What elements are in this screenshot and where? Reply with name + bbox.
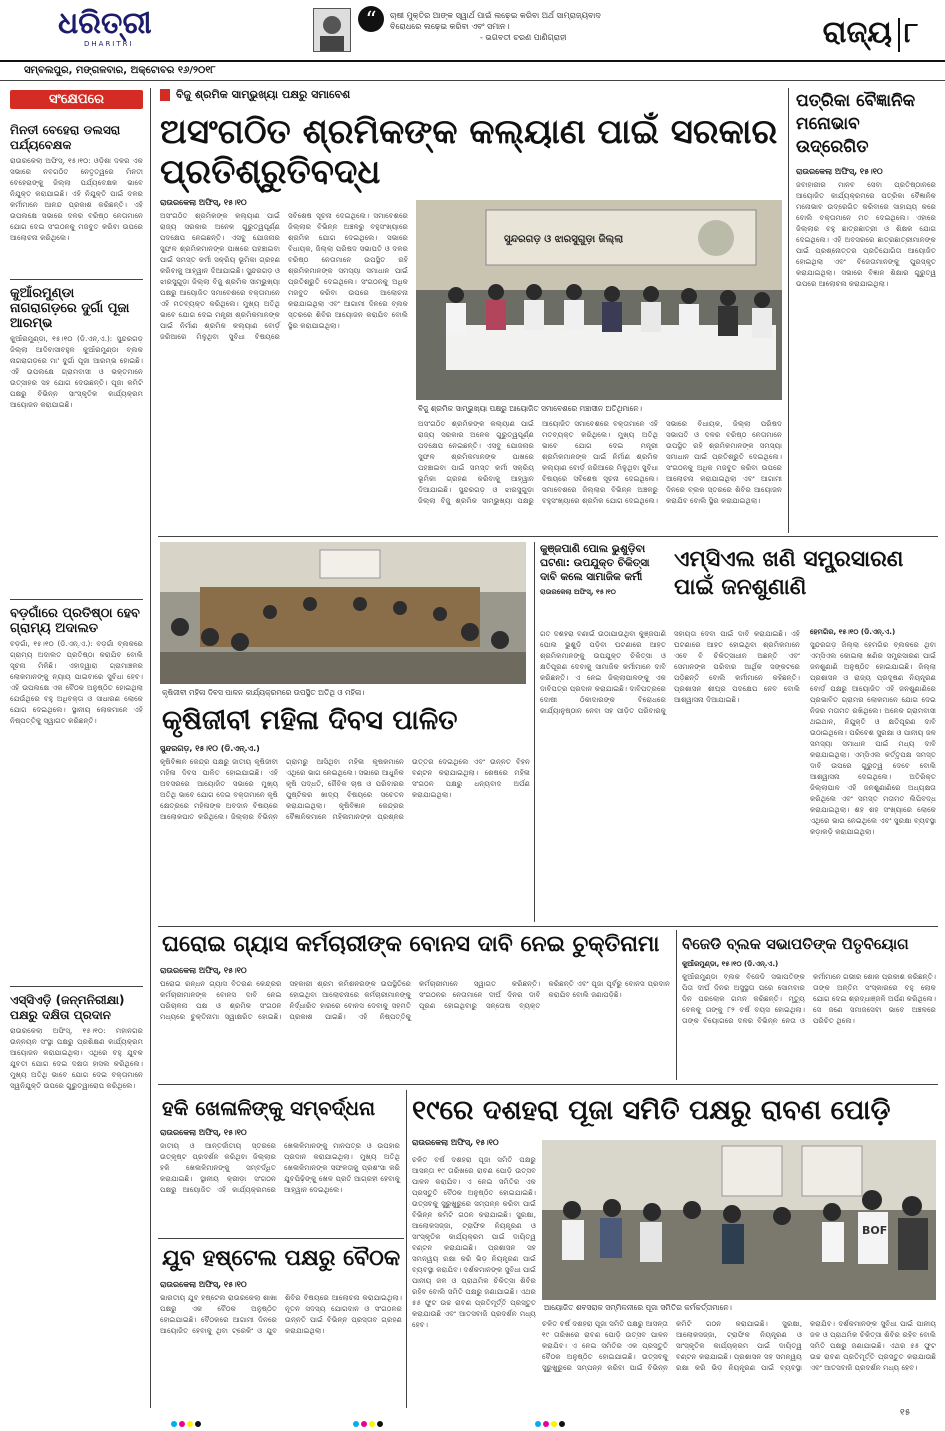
lead-kicker-box (160, 89, 170, 101)
dussehra-photo-caption: ଆୟୋଜିତ ଶବସରାକ ସମ୍ମିଳନୀରେ ପୂଜା ସମିତିର କର୍ମକର୍ତ୍ତାମାନେ। (544, 1303, 732, 1312)
hockey-body: ଜାତୀୟ ଓ ଆନ୍ତର୍ଜାତୀୟ ସ୍ତରରେ ଉତ୍କୃଷ୍ଟ ପ୍ରଦର୍ଶନ କରିଥିବା ଜିଲ୍ଲାର ହକି ଖେଳାଳିମାନଙ୍କୁ ସମ୍ବର୍ଦ୍ଧିତ କରାଯାଇଛି। ସ୍ଥାନୀୟ କ୍ରୀଡ଼ା ସଂଗଠନ ପକ୍ଷରୁ ଆୟୋଜିତ ଏହି କାର୍ଯ୍ୟକ୍ରମରେ ଖେଳାଳିମାନଙ୍କୁ ମାନପତ୍ର ଓ ଉପହାର ପ୍ରଦାନ କରାଯାଇଥିଲା। ମୁଖ୍ୟ ଅତିଥି ଖେଳାଳିମାନଙ୍କ ସଫଳତାକୁ ପ୍ରଶଂସା କରି ଯୁବପିଢ଼ିଙ୍କୁ ଖେଳ ପ୍ରତି ଆଗ୍ରହୀ ହେବାକୁ ଆହ୍ୱାନ ଦେଇଥିଲେ। (160, 1141, 400, 1194)
logo (58, 8, 168, 52)
lead-body: ଅସଂଗଠିତ ଶ୍ରମିକଙ୍କ କଲ୍ୟାଣ ପାଇଁ ରାଜ୍ୟ ସରକାର ଅନେକ ଗୁରୁତ୍ୱପୂର୍ଣ୍ଣ ପଦକ୍ଷେପ ନେଇଛନ୍ତି। ଏସବୁ ଯୋଜନାର ସୁଫଳ ଶ୍ରମିକମାନଙ୍କ ପାଖରେ ପହଞ୍ଚାଇବା ପାଇଁ ସମସ୍ତ କର୍ମୀ ସକ୍ରିୟ ଭୂମିକା ଗ୍ରହଣ କରିବାକୁ ଆହ୍ୱାନ ଦିଆଯାଇଛି। ସୁନ୍ଦରଗଡ଼ ଓ ଝାରସୁଗୁଡ଼ା ଜିଲ୍ଲା ବିଜୁ ଶ୍ରମିକ ସାମ୍ଭୁଖ୍ୟା ପକ୍ଷରୁ ଆୟୋଜିତ ସମାବେଶରେ ବକ୍ତାମାନେ ଏହି ମତବ୍ୟକ୍ତ କରିଥିଲେ। ମୁଖ୍ୟ ଅତିଥି ଭାବେ ଯୋଗ ଦେଇ ମନ୍ତ୍ରୀ ଶ୍ରମିକମାନଙ୍କ ପାଇଁ ନିର୍ମାଣ ଶ୍ରମିକ କଲ୍ୟାଣ ବୋର୍ଡ଼ ଜରିଆରେ ମିଳୁଥିବା ସୁବିଧା ବିଷୟରେ ସବିଶେଷ ସୂଚନା ଦେଇଥିଲେ। ସମାବେଶରେ ଜିଲ୍ଲାର ବିଭିନ୍ନ ଅଞ୍ଚଳରୁ ବହୁସଂଖ୍ୟାରେ ଶ୍ରମିକ ଯୋଗ ଦେଇଥିଲେ। ସଭାରେ ବିଧାୟକ, ଜିଲ୍ଲା ପରିଷଦ ସଭାପତି ଓ ଦଳର ବରିଷ୍ଠ ନେତାମାନେ ଉପସ୍ଥିତ ରହି ଶ୍ରମିକମାନଙ୍କ ସମସ୍ୟା ସମାଧାନ ପାଇଁ ପ୍ରତିଶ୍ରୁତି ଦେଇଥିଲେ। ସଂଗଠନକୁ ଅଧିକ ମଜବୁତ କରିବା ଉପରେ ଆଲୋଚନା କରାଯାଇଥିଲା ଏବଂ ଆଗାମୀ ଦିନରେ ବ୍ଲକ ସ୍ତରରେ ଶିବିର ଆୟୋଜନ କରାଯିବ ବୋଲି ସ୍ଥିର କରାଯାଇଥିଲା। (160, 211, 408, 341)
column-rule (676, 930, 677, 1080)
mcl-body: ସୁନ୍ଦରଗଡ଼ ଜିଲ୍ଲା ହେମଗିର ବ୍ଲକରେ ଥିବା ଏମ୍‌ସିଏଲ କୋଇଲା ଖଣିର ସମ୍ପ୍ରସାରଣ ପାଇଁ ଜନଶୁଣାଣି ଅନୁଷ୍ଠିତ ହୋଇଯାଇଛି। ଜିଲ୍ଲା ପ୍ରଶାସନ ଓ ରାଜ୍ୟ ପ୍ରଦୂଷଣ ନିୟନ୍ତ୍ରଣ ବୋର୍ଡ଼ ପକ୍ଷରୁ ଆୟୋଜିତ ଏହି ଜନଶୁଣାଣିରେ ପ୍ରଭାବିତ ଗ୍ରାମର ଲୋକମାନେ ଯୋଗ ଦେଇ ନିଜର ମତାମତ ରଖିଥିଲେ। ଅନେକ ଗ୍ରାମବାସୀ ଥଇଥାନ, ନିଯୁକ୍ତି ଓ କ୍ଷତିପୂରଣ ଦାବି ଉଠାଇଥିଲେ। ପରିବେଶ ସୁରକ୍ଷା ଓ ପାନୀୟ ଜଳ ସମସ୍ୟା ସମାଧାନ ପାଇଁ ମଧ୍ୟ ଦାବି କରାଯାଇଥିଲା। ଏମ୍‌ସିଏଲ କର୍ତ୍ତୃପକ୍ଷ ସମସ୍ତ ଦାବି ଉପରେ ଗୁରୁତ୍ୱ ଦେବେ ବୋଲି ଆଶ୍ୱାସନା ଦେଇଥିଲେ। ଅତିରିକ୍ତ ଜିଲ୍ଲାପାଳ ଏହି ଜନଶୁଣାଣିରେ ଅଧ୍ୟକ୍ଷତା କରିଥିଲେ ଏବଂ ସମସ୍ତ ମତାମତ ଲିପିବଦ୍ଧ କରାଯାଇଥିଲା। ଶହ ଶହ ସଂଖ୍ୟାରେ ଲୋକେ ଏଥିରେ ଭାଗ ନେଇଥିଲେ ଏବଂ ସୁରକ୍ଷା ବ୍ୟବସ୍ଥା କଡ଼ାକଡ଼ି କରାଯାଇଥିଲା। (810, 640, 936, 836)
page-number: ୮ (904, 16, 919, 49)
section-rule (158, 1084, 938, 1085)
brief-item-2 (10, 286, 143, 599)
brief-body: ବଡ଼ଗାଁ, ୧୫।୧୦ (ଡି.ଏନ୍.ଏ.): ବଡ଼ଗାଁ ବ୍ଲକରେ ଗ୍ରାମ୍ୟ ଅଦାଲତ ପ୍ରତିଷ୍ଠା କରାଯିବ ବୋଲି ସୂଚନା ମିଳିଛି। ଏହାଦ୍ୱାରା ଗ୍ରାମାଞ୍ଚଳର ଲୋକମାନଙ୍କୁ ନ୍ୟାୟ ପାଇବାରେ ସୁବିଧା ହେବ। ଏହି ଉପଲକ୍ଷେ ଏକ ବୈଠକ ଅନୁଷ୍ଠିତ ହୋଇଥିଲା ଯେଉଁଥିରେ ବହୁ ଅଧିବକ୍ତା ଓ ସାଧାରଣ ଲୋକେ ଯୋଗ ଦେଇଥିଲେ। ସ୍ଥାନୀୟ ଲୋକମାନେ ଏହି ନିଷ୍ପତ୍ତିକୁ ସ୍ୱାଗତ କରିଛନ୍ତି। (10, 639, 143, 725)
photo-banner-text: ସୁନ୍ଦରଗଡ଼ ଓ ଝାରସୁଗୁଡ଼ା ଜିଲ୍ଲା (504, 234, 624, 245)
youth-body: ଭାରତୀୟ ଯୁବ ହଷ୍ଟେଲ ରାଉରକେଲା ଶାଖା ପକ୍ଷରୁ ଏକ ବୈଠକ ଅନୁଷ୍ଠିତ ହୋଇଯାଇଛି। ବୈଠକରେ ଆଗାମୀ ଦିନରେ ଆୟୋଜିତ ହେବାକୁ ଥିବା ଟ୍ରେକିଂ ଓ ଯୁବ ଶିବିର ବିଷୟରେ ଆଲୋଚନା କରାଯାଇଥିଲା। ନୂତନ ସଦସ୍ୟ ଯୋଗଦାନ ଓ ସଂଗଠନର ଉନ୍ନତି ପାଇଁ ବିଭିନ୍ନ ପ୍ରସ୍ତାବ ଗ୍ରହଣ କରାଯାଇଥିଲା। (160, 1293, 402, 1335)
lead-story (160, 198, 408, 530)
brief-title: କୁଆଁରମୁଣ୍ଡା ନାଗରାଗଡ଼ରେ ଦୁର୍ଗା ପୂଜା ଆରମ୍ଭ (10, 286, 130, 331)
youth-story (160, 1280, 402, 1406)
color-registration-marks (170, 1412, 770, 1422)
masthead-rule (0, 60, 945, 62)
kisan-body: କୃଷିବିଜ୍ଞାନ କେନ୍ଦ୍ର ପକ୍ଷରୁ ଜାତୀୟ କୃଷିଜୀବୀ ମହିଳା ଦିବସ ପାଳିତ ହୋଇଯାଇଛି। ଏହି ଅବସରରେ ଆୟୋଜିତ ସଭାରେ ମୁଖ୍ୟ ଅତିଥି ଭାବେ ଯୋଗ ଦେଇ ବକ୍ତାମାନେ କୃଷି କ୍ଷେତ୍ରରେ ମହିଳାଙ୍କ ଅବଦାନ ବିଷୟରେ ଆଲୋକପାତ କରିଥିଲେ। ଜିଲ୍ଲାର ବିଭିନ୍ନ ଗ୍ରାମରୁ ଆସିଥିବା ମହିଳା କୃଷକମାନେ ଏଥିରେ ଭାଗ ନେଇଥିଲେ। ସଭାରେ ଆଧୁନିକ କୃଷି ପଦ୍ଧତି, ଜୈବିକ ଚାଷ ଓ ପରିବାରର ପୁଷ୍ଟିକର ଖାଦ୍ୟ ବିଷୟରେ ସଚେତନ କରାଯାଇଥିଲା। କୃଷିବିଜ୍ଞାନ କେନ୍ଦ୍ରର ବୈଜ୍ଞାନିକମାନେ ମହିଳାମାନଙ୍କ ପ୍ରଶ୍ନର ଉତ୍ତର ଦେଇଥିଲେ ଏବଂ ଉନ୍ନତ ବିହନ ବଣ୍ଟନ କରାଯାଇଥିଲା। ଶେଷରେ ମହିଳା ସଂଗଠନ ପକ୍ଷରୁ ଧନ୍ୟବାଦ ଅର୍ପଣ କରାଯାଇଥିଲା। (160, 757, 530, 821)
gas-headline: ଘରୋଇ ଗ୍ୟାସ କର୍ମଚାରୀଙ୍କ ବୋନସ ଦାବି ନେଇ ଚୁକ୍ତିନାମା (162, 932, 660, 957)
science-headline: ପତ୍ରିକା ବୈଜ୍ଞାନିକ ମନୋଭାବ ଉଦ୍ରେଗିତ (796, 91, 916, 157)
dussehra-photo (542, 1140, 936, 1300)
brief-divider (10, 279, 143, 280)
masthead (0, 0, 945, 82)
kisan-story (160, 744, 530, 920)
section-rule (158, 1238, 404, 1239)
kunjapani-headline: କୁଞ୍ଜପାଣି ପୋଲ ଭୁଶୁଡ଼ିବା ଘଟଣା: ଉପଯୁକ୍ତ ଚିକିତ୍ସା ଦାବି କଲେ ସାମାଜିକ କର୍ମୀ (540, 543, 650, 583)
shirt-text: BOF (862, 1224, 888, 1237)
footer-page-label: ୧୫ (900, 1408, 911, 1418)
kisan-dateline: ସୁନ୍ଦରଗଡ଼, ୧୫।୧୦ (ଡି.ଏନ୍.ଏ.) (160, 744, 260, 753)
registration-dot (559, 1421, 565, 1427)
quote-author: - ଭଗବତୀ ଚରଣ ପାଣିଗ୍ରାହୀ (480, 33, 567, 42)
logo-latin: DHARITRI (84, 40, 134, 48)
masthead-quote (390, 10, 730, 43)
brief-divider (10, 599, 143, 600)
mcl-story (810, 628, 936, 920)
kisan-photo (160, 542, 526, 684)
registration-dot (187, 1421, 193, 1427)
science-story (796, 90, 936, 532)
youth-dateline: ରାଉରକେଲା ଅଫିସ୍, ୧୫।୧୦ (160, 1280, 247, 1289)
registration-dot (353, 1421, 359, 1427)
kunjapani-dateline: ରାଉରକେଲା ଅଫିସ୍, ୧୫।୧୦ (540, 588, 616, 596)
dussehra-dateline: ରାଉରକେଲା ଅଫିସ୍, ୧୫।୧୦ (412, 1138, 499, 1147)
masthead-rule-2 (0, 80, 945, 81)
column-rule (150, 88, 151, 1408)
science-body: ଜବାହାରୀର ମାନବ ସେବା ପ୍ରତିଷ୍ଠାନରେ ଆୟୋଜିତ କାର୍ଯ୍ୟକ୍ରମରେ ପତ୍ରିକା ବୈଜ୍ଞାନିକ ମନୋଭାବ ଉଦ୍ରେଗିତ କରିବାରେ ସାହାଯ୍ୟ କରେ ବୋଲି ବକ୍ତାମାନେ ମତ ଦେଇଥିଲେ। ଏହାରେ ଜିଲ୍ଲାର ବହୁ ଛାତ୍ରଛାତ୍ରୀ ଓ ଶିକ୍ଷକ ଯୋଗ ଦେଇଥିଲେ। ଏହି ଅବସରରେ ଛାତ୍ରଛାତ୍ରୀମାନଙ୍କ ପାଇଁ ପ୍ରଶ୍ନୋତ୍ତର ପ୍ରତିଯୋଗିତା ଆୟୋଜିତ ହୋଇଥିଲା ଏବଂ ବିଜେତାମାନଙ୍କୁ ପୁରସ୍କୃତ କରାଯାଇଥିଲା। ସଭାରେ ବିଜ୍ଞାନ ଶିକ୍ଷାର ଗୁରୁତ୍ୱ ଉପରେ ଆଲୋଚନା କରାଯାଇଥିଲା। (796, 180, 936, 288)
mcl-dateline: ହେମଗିର, ୧୫।୧୦ (ଡି.ଏନ୍.ଏ.) (810, 628, 896, 636)
meeting-photo-svg (160, 542, 526, 684)
gas-story (160, 966, 670, 1078)
gas-body: ଘରୋଇ ରନ୍ଧନ ଗ୍ୟାସ ବିତରଣ କେନ୍ଦ୍ରର କର୍ମଚାରୀମାନଙ୍କ ବୋନସ ଦାବି ନେଇ ପରିଚାଳନା ପକ୍ଷ ଓ ଶ୍ରମିକ ସଂଗଠନ ମଧ୍ୟରେ ଚୁକ୍ତିନାମା ସ୍ୱାକ୍ଷରିତ ହୋଇଛି। ସହକାରୀ ଶ୍ରମ କମିଶନରଙ୍କ ଉପସ୍ଥିତିରେ ହୋଇଥିବା ଆଲୋଚନାରେ କର୍ମଚାରୀମାନଙ୍କୁ ନିର୍ଦ୍ଧାରିତ ହାରରେ ବୋନସ ଦେବାକୁ ସହମତି ପ୍ରକାଶ ପାଇଛି। ଏହି ନିଷ୍ପତ୍ତିକୁ କର୍ମଚାରୀମାନେ ସ୍ୱାଗତ କରିଛନ୍ତି। ସଂଗଠନର ନେତାମାନେ ଦୀର୍ଘ ଦିନର ଦାବି ପୂରଣ ହୋଇଥିବାରୁ ସନ୍ତୋଷ ବ୍ୟକ୍ତ କରିଛନ୍ତି ଏବଂ ପୂଜା ପୂର୍ବରୁ ବୋନସ ପ୍ରଦାନ କରାଯିବ ବୋଲି ଜଣାପଡ଼ିଛି। (160, 979, 670, 1021)
lead-headline: ଅସଂଗଠିତ ଶ୍ରମିକଙ୍କ କଲ୍ୟାଣ ପାଇଁ ସରକାର ପ୍ରତିଶ୍ରୁତିବଦ୍ଧ (160, 112, 778, 192)
brief-item-4 (10, 993, 143, 1365)
section-rule (158, 536, 938, 537)
section-divider (898, 18, 900, 52)
section-rule (158, 926, 938, 927)
registration-dot (369, 1421, 375, 1427)
section-title: ରାଜ୍ୟ (822, 15, 892, 50)
registration-dot (195, 1421, 201, 1427)
lead-body-continued: ଅସଂଗଠିତ ଶ୍ରମିକଙ୍କ କଲ୍ୟାଣ ପାଇଁ ରାଜ୍ୟ ସରକାର ଅନେକ ଗୁରୁତ୍ୱପୂର୍ଣ୍ଣ ପଦକ୍ଷେପ ନେଇଛନ୍ତି। ଏସବୁ ଯୋଜନାର ସୁଫଳ ଶ୍ରମିକମାନଙ୍କ ପାଖରେ ପହଞ୍ଚାଇବା ପାଇଁ ସମସ୍ତ କର୍ମୀ ସକ୍ରିୟ ଭୂମିକା ଗ୍ରହଣ କରିବାକୁ ଆହ୍ୱାନ ଦିଆଯାଇଛି। ସୁନ୍ଦରଗଡ଼ ଓ ଝାରସୁଗୁଡ଼ା ଜିଲ୍ଲା ବିଜୁ ଶ୍ରମିକ ସାମ୍ଭୁଖ୍ୟା ପକ୍ଷରୁ ଆୟୋଜିତ ସମାବେଶରେ ବକ୍ତାମାନେ ଏହି ମତବ୍ୟକ୍ତ କରିଥିଲେ। ମୁଖ୍ୟ ଅତିଥି ଭାବେ ଯୋଗ ଦେଇ ମନ୍ତ୍ରୀ ଶ୍ରମିକମାନଙ୍କ ପାଇଁ ନିର୍ମାଣ ଶ୍ରମିକ କଲ୍ୟାଣ ବୋର୍ଡ଼ ଜରିଆରେ ମିଳୁଥିବା ସୁବିଧା ବିଷୟରେ ସବିଶେଷ ସୂଚନା ଦେଇଥିଲେ। ସମାବେଶରେ ଜିଲ୍ଲାର ବିଭିନ୍ନ ଅଞ୍ଚଳରୁ ବହୁସଂଖ୍ୟାରେ ଶ୍ରମିକ ଯୋଗ ଦେଇଥିଲେ। ସଭାରେ ବିଧାୟକ, ଜିଲ୍ଲା ପରିଷଦ ସଭାପତି ଓ ଦଳର ବରିଷ୍ଠ ନେତାମାନେ ଉପସ୍ଥିତ ରହି ଶ୍ରମିକମାନଙ୍କ ସମସ୍ୟା ସମାଧାନ ପାଇଁ ପ୍ରତିଶ୍ରୁତି ଦେଇଥିଲେ। ସଂଗଠନକୁ ଅଧିକ ମଜବୁତ କରିବା ଉପରେ ଆଲୋଚନା କରାଯାଇଥିଲା ଏବଂ ଆଗାମୀ ଦିନରେ ବ୍ଲକ ସ୍ତରରେ ଶିବିର ଆୟୋଜନ କରାଯିବ ବୋଲି ସ୍ଥିର କରାଯାଇଥିଲା। (418, 419, 782, 505)
column-rule (406, 1090, 407, 1408)
brief-item-1 (10, 123, 143, 279)
kunjapani-body: ଗତ ଦଶହରା ବଣାଇଁ ଉଠାଯାଉଥିବା କୁଞ୍ଜପାଣି ପୋଲ ଭୁଶୁଡ଼ି ପଡ଼ିବା ଘଟଣାରେ ଆହତ ଶ୍ରମିକମାନଙ୍କୁ ଉପଯୁକ୍ତ ଚିକିତ୍ସା ଓ କ୍ଷତିପୂରଣ ଦେବାକୁ ସାମାଜିକ କର୍ମୀମାନେ ଦାବି କରିଛନ୍ତି। ଏ ନେଇ ଜିଲ୍ଲାପାଳଙ୍କୁ ଏକ ଦାବିପତ୍ର ପ୍ରଦାନ କରାଯାଇଛି। ଦାବିପତ୍ରରେ ଦୋଷୀ ଠିକାଦାରଙ୍କ ବିରୋଧରେ କାର୍ଯ୍ୟାନୁଷ୍ଠାନ ନେବା ସହ ପୀଡ଼ିତ ପରିବାରକୁ ସହାୟତା ଦେବା ପାଇଁ ଦାବି କରାଯାଇଛି। ଏହି ଘଟଣାରେ ଆହତ ହୋଇଥିବା ଶ୍ରମିକମାନେ ଏବେ ବି ଚିକିତ୍ସାଧୀନ ଅଛନ୍ତି ଏବଂ ସେମାନଙ୍କ ପରିବାର ଆର୍ଥିକ ସଙ୍କଟରେ ପଡ଼ିଛନ୍ତି ବୋଲି କର୍ମୀମାନେ କହିଛନ୍ତି। ପ୍ରଶାସନ ଶୀଘ୍ର ପଦକ୍ଷେପ ନେବ ବୋଲି ଆଶ୍ୱାସନା ଦିଆଯାଇଛି। (540, 629, 800, 715)
lead-dateline: ରାଉରକେଲା ଅଫିସ୍, ୧୫।୧୦ (160, 198, 247, 207)
column-rule (788, 88, 789, 533)
registration-dot (179, 1421, 185, 1427)
registration-dot (543, 1421, 549, 1427)
hockey-dateline: ରାଉରକେଲା ଅଫିସ୍, ୧୫।୧୦ (160, 1128, 247, 1137)
quote-mark-icon: “ (358, 6, 384, 32)
dateline: ସମ୍ବଲପୁର, ମଙ୍ଗଳବାର, ଅକ୍ଟୋବର ୧୬/୨୦୧୮ (24, 65, 216, 76)
brief-title: ମିନତୀ ବେହେରା ଡଲସରା ପର୍ଯ୍ୟବେକ୍ଷକ (10, 123, 121, 152)
kisan-photo-caption: କୃଷିଜୀବୀ ମହିଳା ଦିବସ ପାଳନ କାର୍ଯ୍ୟକ୍ରମରେ ଉପସ୍ଥିତ ଅତିଥି ଓ ମହିଳା। (162, 688, 365, 697)
portrait (313, 8, 351, 52)
registration-dot (535, 1421, 541, 1427)
quote-line-1: ଚାଷୀ ମୁକ୍ତିର ଆଙ୍କ ସ୍ୱାର୍ଥ ପାଇଁ ଲଢ଼େଇ କରିବା ଅର୍ଥ ସାମ୍ରାଜ୍ୟବାଦ (390, 11, 601, 20)
registration-dot (377, 1421, 383, 1427)
bjd-body: କୁଆଁରମୁଣ୍ଡା ବ୍ଲକ ବିଜେଡି ସଭାପତିଙ୍କ ପିତା ଦୀର୍ଘ ଦିନର ଅସୁସ୍ଥତା ପରେ ସୋମବାର ଦିନ ପରଲୋକ ଗମନ କରିଛନ୍ତି। ମୃତ୍ୟୁ ବେଳକୁ ତାଙ୍କୁ ୮୨ ବର୍ଷ ବୟସ ହୋଇଥିଲା। ତାଙ୍କ ବିୟୋଗରେ ଦଳର ବିଭିନ୍ନ ନେତା ଓ କର୍ମୀମାନେ ଗଭୀର ଶୋକ ପ୍ରକାଶ କରିଛନ୍ତି। ତାଙ୍କ ଅନ୍ତିମ ସଂସ୍କାରରେ ବହୁ ଲୋକ ଯୋଗ ଦେଇ ଶ୍ରଦ୍ଧାଞ୍ଜଳି ଅର୍ପଣ କରିଥିଲେ। ସେ ଜଣେ ସମାଜସେବୀ ଭାବେ ଅଞ୍ଚଳରେ ପରିଚିତ ଥିଲେ। (682, 972, 936, 1025)
kisan-headline: କୃଷିଜୀବୀ ମହିଳା ଦିବସ ପାଳିତ (162, 705, 458, 736)
brief-title: ଏସ୍‌ସିଏଡ଼ି (ଜନ୍ମନିରୀକ୍ଷା) ପକ୍ଷରୁ ଦକ୍ଷିତା ପ୍ରଦାନ (10, 993, 125, 1022)
gas-dateline: ରାଉରକେଲା ଅଫିସ୍, ୧୫।୧୦ (160, 966, 247, 975)
bjd-headline: ବିଜେଡି ବ୍ଲକ ସଭାପତିଙ୍କ ପିତୃବିୟୋଗ (682, 935, 909, 953)
column-rule (534, 542, 535, 922)
logo-odia: ଧରିତ୍ରୀ (58, 6, 152, 41)
hall-photo-svg (542, 1140, 936, 1300)
quote-line-2: ବିରୋଧରେ ଲଢ଼େଇ କରିବା ଏବଂ ସମାନ। (390, 22, 510, 31)
registration-dot (361, 1421, 367, 1427)
brief-title: ବଡ଼ଗାଁରେ ପ୍ରତିଷ୍ଠା ହେବ ଗ୍ରାମ୍ୟ ଅଦାଲତ (10, 606, 140, 636)
lead-kicker: ବିଜୁ ଶ୍ରମିକ ସାମ୍ଭୁଖ୍ୟା ପକ୍ଷରୁ ସମାବେଶ (176, 88, 351, 101)
brief-body: କୁଆଁରମୁଣ୍ଡା, ୧୫।୧୦ (ଡି.ଏନ୍.ଏ.): ସୁନ୍ଦରଗଡ଼ ଜିଲ୍ଲା ଆଦିବାସୀବହୁଳ କୁଆଁରମୁଣ୍ଡା ବ୍ଲକ ନାଗରାଗଡ଼ରେ ମା' ଦୁର୍ଗା ପୂଜା ଆରମ୍ଭ ହୋଇଛି। ଏହି ଉପଲକ୍ଷେ ଗ୍ରାମବାସୀ ଓ ଭକ୍ତମାନେ ଉତ୍ସାହର ସହ ଯୋଗ ଦେଉଛନ୍ତି। ପୂଜା କମିଟି ପକ୍ଷରୁ ବିଭିନ୍ନ ସାଂସ୍କୃତିକ କାର୍ଯ୍ୟକ୍ରମ ଆୟୋଜନ କରାଯାଇଛି। (10, 334, 143, 409)
hockey-story (160, 1128, 400, 1234)
bjd-story (682, 960, 936, 1078)
brief-divider (10, 986, 143, 987)
stage-photo-svg (416, 200, 782, 400)
brief-body: ରାଉରକେଲା ଅଫିସ୍, ୧୫।୧୦: ଓଡ଼ିଶା ଦଳର ଏକ ସଭାରେ ନବଗଠିତ ନେତୃତ୍ୱରେ ମିନତୀ ବେହେରାଙ୍କୁ ଜିଲ୍ଲା ପର୍ଯ୍ୟବେକ୍ଷକ ଭାବେ ନିଯୁକ୍ତ କରାଯାଇଛି। ଏହି ନିଯୁକ୍ତି ପାଇଁ ଦଳର କର୍ମୀମାନେ ଆନନ୍ଦ ପ୍ରକାଶ କରିଛନ୍ତି। ଏହି ଉପଲକ୍ଷେ ସଭାରେ ଦଳର ବରିଷ୍ଠ ନେତାମାନେ ଯୋଗ ଦେଇ ସଂଗଠନକୁ ମଜବୁତ କରିବା ଉପରେ ଆଲୋଚନା କରିଥିଲେ। (10, 156, 143, 242)
mcl-headline: ଏମ୍‌ସିଏଲ ଖଣି ସମ୍ପ୍ରସାରଣ ପାଇଁ ଜନଶୁଣାଣି (674, 547, 904, 600)
hockey-headline: ହକି ଖେଳାଳିଙ୍କୁ ସମ୍ବର୍ଦ୍ଧନା (162, 1096, 376, 1120)
dussehra-body: ଚଳିତ ବର୍ଷ ଦଶହରା ପୂଜା ସମିତି ପକ୍ଷରୁ ଆସନ୍ତା ୧୯ ତାରିଖରେ ରାବଣ ପୋଡ଼ି ଉତ୍ସବ ପାଳନ କରାଯିବ। ଏ ନେଇ ସମିତିର ଏକ ପ୍ରସ୍ତୁତି ବୈଠକ ଅନୁଷ୍ଠିତ ହୋଇଯାଇଛି। ଉତ୍ସବକୁ ସୁରୁଖୁରୁରେ ସମ୍ପନ୍ନ କରିବା ପାଇଁ ବିଭିନ୍ନ କମିଟି ଗଠନ କରାଯାଇଛି। ସୁରକ୍ଷା, ଆଲୋକସଜ୍ଜା, ଟ୍ରାଫିକ ନିୟନ୍ତ୍ରଣ ଓ ସାଂସ୍କୃତିକ କାର୍ଯ୍ୟକ୍ରମ ପାଇଁ ଦାୟିତ୍ୱ ବଣ୍ଟନ କରାଯାଇଛି। ପ୍ରଶାସନ ସହ ସମନ୍ୱୟ ରକ୍ଷା କରି ଭିଡ଼ ନିୟନ୍ତ୍ରଣ ପାଇଁ ବ୍ୟବସ୍ଥା କରାଯିବ। ଦର୍ଶକମାନଙ୍କ ସୁବିଧା ପାଇଁ ପାନୀୟ ଜଳ ଓ ପ୍ରାଥମିକ ଚିକିତ୍ସା ଶିବିର ରହିବ ବୋଲି ସମିତି ପକ୍ଷରୁ ଜଣାଯାଇଛି। ଏଥର ୫୫ ଫୁଟ ଉଚ୍ଚ ରାବଣ ପ୍ରତିମୂର୍ତ୍ତି ପ୍ରସ୍ତୁତ କରାଯାଉଛି ଏବଂ ଆତସବାଜି ପ୍ରଦର୍ଶନ ମଧ୍ୟ ହେବ। (412, 1155, 536, 1329)
registration-dot (171, 1421, 177, 1427)
bjd-dateline: କୁଆଁରମୁଣ୍ଡା, ୧୫।୧୦ (ଡି.ଏନ୍.ଏ.) (682, 960, 779, 968)
registration-dot (551, 1421, 557, 1427)
lead-photo-caption: ବିଜୁ ଶ୍ରମିକ ସାମ୍ଭୁଖ୍ୟା ପକ୍ଷରୁ ଆୟୋଜିତ ସମାବେଶରେ ମଞ୍ଚାସୀନ ଅତିଥିମାନେ। (418, 404, 642, 413)
lead-photo (416, 200, 782, 400)
brief-item-3 (10, 606, 143, 986)
dussehra-body-continued: ଚଳିତ ବର୍ଷ ଦଶହରା ପୂଜା ସମିତି ପକ୍ଷରୁ ଆସନ୍ତା ୧୯ ତାରିଖରେ ରାବଣ ପୋଡ଼ି ଉତ୍ସବ ପାଳନ କରାଯିବ। ଏ ନେଇ ସମିତିର ଏକ ପ୍ରସ୍ତୁତି ବୈଠକ ଅନୁଷ୍ଠିତ ହୋଇଯାଇଛି। ଉତ୍ସବକୁ ସୁରୁଖୁରୁରେ ସମ୍ପନ୍ନ କରିବା ପାଇଁ ବିଭିନ୍ନ କମିଟି ଗଠନ କରାଯାଇଛି। ସୁରକ୍ଷା, ଆଲୋକସଜ୍ଜା, ଟ୍ରାଫିକ ନିୟନ୍ତ୍ରଣ ଓ ସାଂସ୍କୃତିକ କାର୍ଯ୍ୟକ୍ରମ ପାଇଁ ଦାୟିତ୍ୱ ବଣ୍ଟନ କରାଯାଇଛି। ପ୍ରଶାସନ ସହ ସମନ୍ୱୟ ରକ୍ଷା କରି ଭିଡ଼ ନିୟନ୍ତ୍ରଣ ପାଇଁ ବ୍ୟବସ୍ଥା କରାଯିବ। ଦର୍ଶକମାନଙ୍କ ସୁବିଧା ପାଇଁ ପାନୀୟ ଜଳ ଓ ପ୍ରାଥମିକ ଚିକିତ୍ସା ଶିବିର ରହିବ ବୋଲି ସମିତି ପକ୍ଷରୁ ଜଣାଯାଇଛି। ଏଥର ୫୫ ଫୁଟ ଉଚ୍ଚ ରାବଣ ପ୍ରତିମୂର୍ତ୍ତି ପ୍ରସ୍ତୁତ କରାଯାଉଛି ଏବଂ ଆତସବାଜି ପ୍ରଦର୍ଶନ ମଧ୍ୟ ହେବ। (542, 1319, 936, 1372)
sidebar (10, 90, 143, 1410)
brief-body: ରାଉରକେଲା ଅଫିସ୍, ୧୫।୧୦: ମହାନଗର ଉନ୍ନୟନ ସଂସ୍ଥା ପକ୍ଷରୁ ପ୍ରଶିକ୍ଷଣ କାର୍ଯ୍ୟକ୍ରମ ଆୟୋଜନ କରାଯାଇଥିଲା। ଏଥିରେ ବହୁ ଯୁବକ ଯୁବତୀ ଯୋଗ ଦେଇ ଦକ୍ଷତା ହାସଲ କରିଥିଲେ। ମୁଖ୍ୟ ଅତିଥି ଭାବେ ଯୋଗ ଦେଇ ବକ୍ତାମାନେ ସ୍ୱନିଯୁକ୍ତି ଉପରେ ଗୁରୁତ୍ୱାରୋପ କରିଥିଲେ। (10, 1026, 143, 1090)
dussehra-headline: ୧୯ରେ ଦଶହରା ପୂଜା ସମିତି ପକ୍ଷରୁ ରାବଣ ପୋଡ଼ି (412, 1095, 891, 1126)
youth-headline: ଯୁବ ହଷ୍ଟେଲ ପକ୍ଷରୁ ବୈଠକ (162, 1246, 401, 1271)
science-dateline: ରାଉରକେଲା ଅଫିସ୍, ୧୫।୧୦ (796, 167, 883, 176)
sidebar-label: ସଂକ୍ଷେପରେ (10, 90, 143, 109)
